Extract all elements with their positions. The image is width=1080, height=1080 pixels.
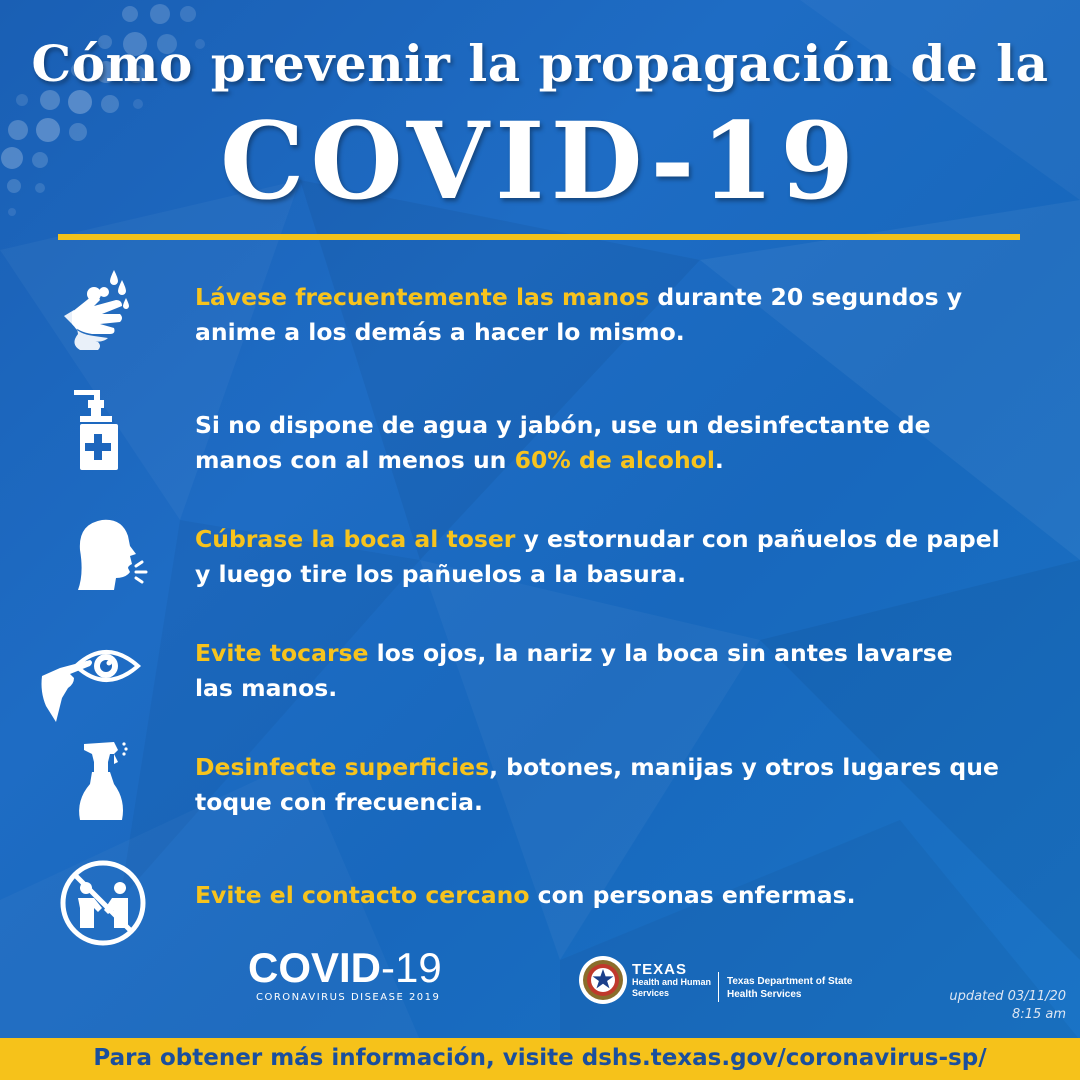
dshs-line-2: Health Services (727, 989, 802, 1000)
touch-eye-icon (40, 638, 144, 724)
tip-avoid-contact-text: con personas enfermas. (529, 881, 856, 909)
tip-sanitizer (195, 408, 1035, 478)
tip-wash-hands (195, 280, 1035, 350)
tip-disinfect-line2: toque con frecuencia. (195, 788, 483, 816)
tip-wash-hands-highlight: Lávese frecuentemente las manos (195, 283, 650, 311)
tip-sanitizer-text: manos con al menos un (195, 446, 515, 474)
tip-wash-hands-text: durante 20 segundos y (649, 283, 963, 311)
hand-sanitizer-icon (70, 388, 122, 472)
tip-disinfect-text: , botones, manijas y otros lugares que (489, 753, 999, 781)
tip-avoid-touching-line2: las manos. (195, 674, 338, 702)
updated-time: 8:15 am (1012, 1007, 1066, 1022)
spray-bottle-icon (74, 740, 130, 824)
tip-cover-cough-text: y estornudar con pañuelos de papel (515, 525, 1000, 553)
title-covid-19: COVID-19 (219, 98, 861, 223)
tip-cover-cough-line2: y luego tire los pañuelos a la basura. (195, 560, 687, 588)
hhs-line-1: Health and Human (632, 977, 712, 987)
hand-washing-icon (58, 264, 136, 354)
hhs-title: TEXAS (632, 961, 688, 978)
tip-sanitizer-line1: Si no dispone de agua y jabón, use un desinfectante de (195, 411, 931, 439)
title-underline (58, 234, 1020, 240)
no-close-contact-icon (58, 858, 148, 948)
dshs-line-1: Texas Department of State (727, 976, 853, 987)
updated-stamp (949, 988, 1066, 1024)
tip-sanitizer-tail: . (714, 446, 724, 474)
cough-icon (70, 512, 152, 594)
title-line-1: Cómo prevenir la propagación de la (31, 34, 1049, 93)
covid19-logo-main: COVID (248, 944, 382, 991)
dshs-logo-text (727, 975, 852, 1001)
tip-avoid-touching-highlight: Evite tocarse (195, 639, 369, 667)
tip-avoid-touching (195, 636, 1035, 706)
covid19-logo-number: -19 (381, 944, 442, 991)
texas-seal-icon (578, 955, 628, 1005)
updated-date: updated 03/11/20 (949, 989, 1066, 1004)
logo-divider (718, 972, 719, 1002)
more-info-link[interactable]: Para obtener más información, visite dshs.texas.gov/coronavirus-sp/ (93, 1045, 987, 1071)
tip-wash-hands-line2: anime a los demás a hacer lo mismo. (195, 318, 685, 346)
covid19-logo-subtitle: CORONAVIRUS DISEASE 2019 (256, 992, 441, 1003)
hhs-logo (632, 962, 711, 999)
tip-avoid-contact (195, 878, 1035, 913)
hhs-line-2: Services (632, 988, 670, 998)
covid19-logo (248, 946, 442, 1003)
tip-cover-cough-highlight: Cúbrase la boca al toser (195, 525, 516, 553)
tip-cover-cough (195, 522, 1035, 592)
tip-disinfect-highlight: Desinfecte superficies (195, 753, 490, 781)
tip-sanitizer-highlight: 60% de alcohol (514, 446, 715, 474)
tip-avoid-touching-text: los ojos, la nariz y la boca sin antes lavarse (368, 639, 953, 667)
tip-avoid-contact-highlight: Evite el contacto cercano (195, 881, 530, 909)
tip-disinfect (195, 750, 1035, 820)
